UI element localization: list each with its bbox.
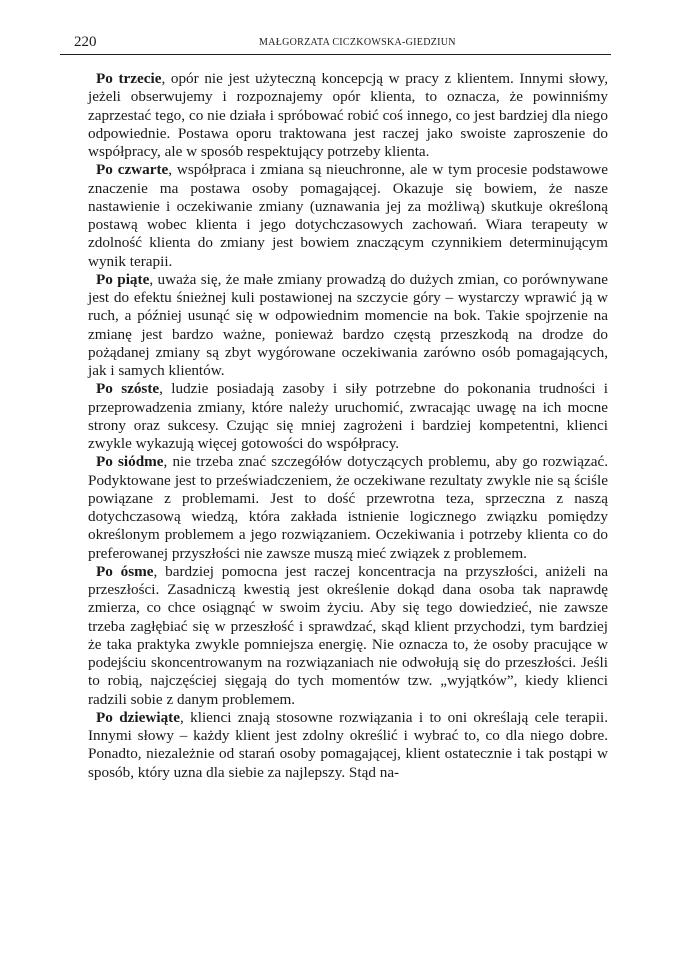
paragraph-ninth <box>88 709 608 782</box>
paragraph-seventh <box>88 453 608 563</box>
paragraph-lead: Po piąte <box>96 270 150 288</box>
paragraph-text: , klienci znają stosowne rozwiązania i to oni określają cele terapii. Innymi słowy – każdy klient jest zdolny określić i wybrać to, co dla niego dobre. Ponadto, niezależnie od starań osoby pomagającej, klient ostatecznie i tak postąpi w sposób, który uzna dla siebie za najlepszy. Stąd na- <box>88 708 608 781</box>
page-header <box>60 30 611 55</box>
running-head: MAŁGORZATA CICZKOWSKA-GIEDZIUN <box>259 37 456 48</box>
paragraph-lead: Po trzecie <box>96 70 162 87</box>
paragraph-text: , nie trzeba znać szczegółów dotyczących problemu, aby go rozwiązać. Podyktowane jest to przeświadczeniem, że oczekiwane rezultaty zwykle nie są ściśle powiązane z problemami. Jest to dość przewrotna teza, sprzeczna z naszą dotychczasową wiedzą, która zakłada istnienie logicznego związku pomiędzy określonym problemem a jego rozwiązaniem. Oczekiwania i potrzeby klienta co do preferowanej przyszłości nie zawsze muszą mieć związek z problemem. <box>88 453 608 562</box>
paragraph-lead: Po dziewiąte <box>96 708 180 726</box>
body-text <box>88 70 608 782</box>
paragraph-fourth <box>88 161 608 271</box>
paragraph-third <box>88 70 608 161</box>
paragraph-text: , bardziej pomocna jest raczej koncentracja na przyszłości, aniżeli na przeszłości. Zasadniczą kwestią jest określenie dokąd dana osoba tak naprawdę zmierza, co chce osiągnąć w swoim życiu. Aby się tego dowiedzieć, nie zawsze trzeba zagłębiać się w przeszłość i sprawdzać, skąd klient przychodzi, tym bardziej że taka praktyka zwykle pomniejsza energię. Nie oznacza to, że osoby pracujące w podejściu skoncentrowanym na rozwiązaniach nie odwołują się do przeszłości. Jeśli to robią, najczęściej sięgają do tych momentów tzw. „wyjątków”, kiedy klienci radzili sobie z danym problemem. <box>88 562 608 708</box>
paragraph-lead: Po ósme <box>96 562 154 580</box>
paragraph-text: , opór nie jest użyteczną koncepcją w pracy z klientem. Innymi słowy, jeżeli obserwujemy i rozpoznajemy opór klienta, to oznacza, że powinniśmy zaprzestać tego, co nie działa i spróbować robić coś innego, co jest bardziej dla niego odpowiednie. Postawa oporu traktowana jest raczej jako swoiste zaproszenie do współpracy, ale w sposób respektujący potrzeby klienta. <box>88 70 608 160</box>
paragraph-eighth <box>88 563 608 709</box>
paragraph-fifth <box>88 271 608 381</box>
page-number: 220 <box>74 34 97 50</box>
paragraph-sixth <box>88 380 608 453</box>
paragraph-text: , ludzie posiadają zasoby i siły potrzebne do pokonania trudności i przeprowadzenia zmiany, które należy uruchomić, zwracając uwagę na ich mocne strony oraz sukcesy. Czując się mniej zagrożeni i bardziej kompetentni, klienci zwykle wykazują więcej gotowości do współpracy. <box>88 380 609 452</box>
paragraph-text: , uważa się, że małe zmiany prowadzą do dużych zmian, co porównywane jest do efektu śnieżnej kuli postawionej na szczycie góry – wystarczy wprawić ją w ruch, a później usunąć się w odpowiednim momencie na bok. Takie spojrzenie na zmianę jest bardzo ważne, ponieważ bardzo częstą przeszkodą na drodze do pożądanej zmiany są zbyt wygórowane oczekiwania zarówno osób pomagających, jak i samych klientów. <box>88 270 608 379</box>
paragraph-lead: Po czwarte <box>96 161 169 179</box>
paragraph-lead: Po siódme <box>96 453 164 471</box>
paragraph-lead: Po szóste <box>96 380 160 398</box>
paragraph-text: , współpraca i zmiana są nieuchronne, ale w tym procesie podstawowe znaczenie ma postawa osoby pomagającej. Okazuje się bowiem, że nasze nastawienie i oczekiwanie zmiany (uznawania jej za możliwą) skutkuje określoną postawą wobec klienta i jego dotychczasowych zachowań. Wiara terapeuty w zdolność klienta do zmiany jest bowiem znaczącym czynnikiem determinującym wynik terapii. <box>88 161 608 270</box>
